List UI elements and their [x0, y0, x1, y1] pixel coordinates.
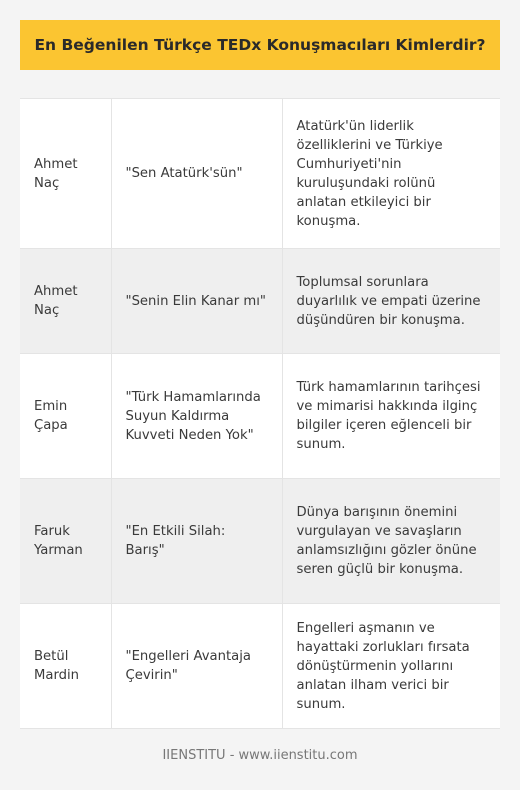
talk-title: "Sen Atatürk'sün" [111, 99, 282, 249]
talk-description: Türk hamamlarının tarihçesi ve mimarisi hakkında ilginç bilgiler içeren eğlenceli bir sunum. [282, 354, 500, 479]
talk-title: "En Etkili Silah: Barış" [111, 479, 282, 604]
talk-title: "Senin Elin Kanar mı" [111, 249, 282, 354]
talk-description: Dünya barışının önemini vurgulayan ve savaşların anlamsızlığını gözler önüne seren güçlü bir konuşma. [282, 479, 500, 604]
table-row [20, 479, 500, 604]
table-row [20, 249, 500, 354]
table-row [20, 354, 500, 479]
speakers-table [20, 98, 500, 729]
page-title [20, 20, 500, 70]
page-title-text: En Beğenilen Türkçe TEDx Konuşmacıları Kimlerdir? [34, 36, 486, 54]
talk-title: "Türk Hamamlarında Suyun Kaldırma Kuvveti Neden Yok" [111, 354, 282, 479]
speaker-name: Ahmet Naç [20, 99, 111, 249]
talk-description: Toplumsal sorunlara duyarlılık ve empati üzerine düşündüren bir konuşma. [282, 249, 500, 354]
speaker-name: Betül Mardin [20, 604, 111, 729]
talk-title: "Engelleri Avantaja Çevirin" [111, 604, 282, 729]
speaker-name: Ahmet Naç [20, 249, 111, 354]
talk-description: Atatürk'ün liderlik özelliklerini ve Türkiye Cumhuriyeti'nin kuruluşundaki rolünü anlatan etkileyici bir konuşma. [282, 99, 500, 249]
speaker-name: Emin Çapa [20, 354, 111, 479]
speaker-name: Faruk Yarman [20, 479, 111, 604]
table-row [20, 604, 500, 729]
footer-credit: IIENSTITU - www.iienstitu.com [162, 748, 358, 763]
table-row [20, 99, 500, 249]
talk-description: Engelleri aşmanın ve hayattaki zorlukları fırsata dönüştürmenin yollarını anlatan ilham verici bir sunum. [282, 604, 500, 729]
